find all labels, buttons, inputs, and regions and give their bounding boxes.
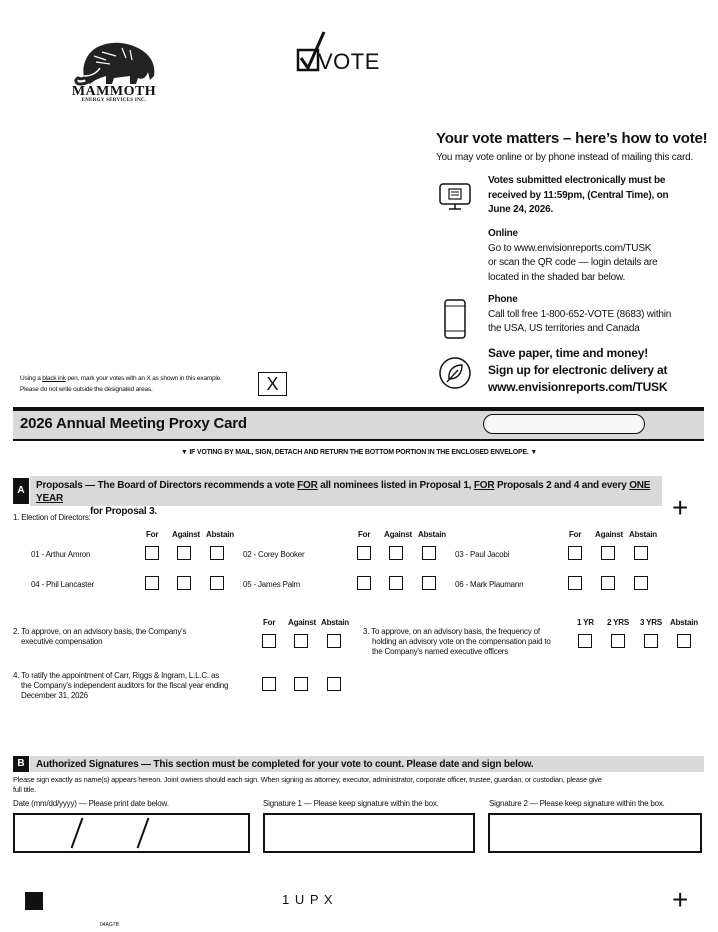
vote-checkbox[interactable] bbox=[210, 576, 224, 590]
section-a-letter: A bbox=[13, 478, 29, 504]
form-code: 04AG7B bbox=[100, 922, 119, 928]
vote-checkbox[interactable] bbox=[357, 576, 371, 590]
vote-checkbox[interactable] bbox=[327, 677, 341, 691]
proxy-card-title: 2026 Annual Meeting Proxy Card bbox=[20, 415, 247, 432]
col-abstain: Abstain bbox=[321, 618, 349, 627]
section-a-heading: Proposals — The Board of Directors recommends a vote FOR all nominees listed in Proposal 1, FOR Proposals 2 and 4 and every ONE YEAR for Proposal 3. bbox=[36, 480, 651, 517]
vote-checkbox[interactable] bbox=[262, 677, 276, 691]
col-for: For bbox=[263, 618, 276, 627]
section-b-letter: B bbox=[13, 756, 29, 772]
col-against: Against bbox=[172, 530, 200, 539]
vote-checkbox[interactable] bbox=[210, 546, 224, 560]
vote-checkbox[interactable] bbox=[145, 576, 159, 590]
proposal-3-label: 3. To approve, on an advisory basis, the frequency of holding an advisory vote on the compensation paid to the Company's named executive officers bbox=[363, 627, 551, 656]
info-subtitle: You may vote online or by phone instead of mailing this card. bbox=[436, 152, 694, 163]
vote-checkbox[interactable] bbox=[145, 546, 159, 560]
example-x-mark: X bbox=[258, 372, 287, 396]
company-logo-subtitle: ENERGY SERVICES INC. bbox=[81, 98, 147, 103]
nominee-label: 02 - Corey Booker bbox=[243, 550, 305, 559]
vote-checkbox[interactable] bbox=[389, 576, 403, 590]
nominee-label: 01 - Arthur Amron bbox=[31, 550, 91, 559]
vote-checkbox[interactable] bbox=[568, 546, 582, 560]
vote-checkbox[interactable] bbox=[422, 576, 436, 590]
info-title: Your vote matters – here’s how to vote! bbox=[436, 130, 708, 147]
detach-instruction: ▼ IF VOTING BY MAIL, SIGN, DETACH AND RETURN THE BOTTOM PORTION IN THE ENCLOSED ENVELOPE. ▼ bbox=[180, 449, 538, 456]
vote-checkbox[interactable] bbox=[578, 634, 592, 648]
signature-2-label: Signature 2 — Please keep signature within the box. bbox=[489, 799, 665, 808]
col-abstain: Abstain bbox=[418, 530, 446, 539]
vote-checkbox[interactable] bbox=[611, 634, 625, 648]
login-details-field bbox=[483, 414, 645, 434]
col-for: For bbox=[146, 530, 159, 539]
phone-instructions: Phone Call toll free 1-800-652-VOTE (8683) within the USA, US territories and Canada bbox=[488, 294, 672, 335]
phone-icon bbox=[438, 298, 472, 340]
online-instructions: Online Go to www.envisionreports.com/TUSK or scan the QR code — login details are located in the shaded bar below. bbox=[488, 228, 658, 283]
col-abstain: Abstain bbox=[670, 618, 698, 627]
vote-checkbox[interactable] bbox=[177, 546, 191, 560]
vote-checkbox[interactable] bbox=[634, 546, 648, 560]
col-for: For bbox=[569, 530, 582, 539]
electronic-delivery-note: Save paper, time and money! Sign up for electronic delivery at www.envisionreports.com/TUSK bbox=[488, 346, 668, 394]
vote-checkbox[interactable] bbox=[357, 546, 371, 560]
section-b-heading: Authorized Signatures — This section must be completed for your vote to count. Please date and sign below. bbox=[36, 759, 534, 770]
col-2yrs: 2 YRS bbox=[607, 618, 629, 627]
date-field[interactable] bbox=[13, 813, 250, 853]
marking-instructions: Using a black ink pen, mark your votes with an X as shown in this example. Please do not write outside the designated areas. bbox=[20, 375, 222, 393]
plus-registration-mark: + bbox=[672, 492, 689, 523]
vote-checkbox[interactable] bbox=[327, 634, 341, 648]
col-1yr: 1 YR bbox=[577, 618, 594, 627]
col-against: Against bbox=[384, 530, 412, 539]
nominee-label: 05 - James Palm bbox=[243, 580, 301, 589]
nominee-label: 04 - Phil Lancaster bbox=[31, 580, 94, 589]
divider-bottom bbox=[13, 439, 704, 441]
vote-checkbox[interactable] bbox=[294, 634, 308, 648]
col-abstain: Abstain bbox=[629, 530, 657, 539]
vote-logo-text: VOTE bbox=[318, 49, 380, 74]
vote-checkbox[interactable] bbox=[644, 634, 658, 648]
vote-checkbox[interactable] bbox=[262, 634, 276, 648]
col-against: Against bbox=[595, 530, 623, 539]
signature-1-field[interactable] bbox=[263, 813, 475, 853]
vote-checkbox[interactable] bbox=[601, 546, 615, 560]
vote-checkbox[interactable] bbox=[389, 546, 403, 560]
col-3yrs: 3 YRS bbox=[640, 618, 662, 627]
computer-icon bbox=[438, 182, 472, 212]
vote-checkbox[interactable] bbox=[601, 576, 615, 590]
signature-1-label: Signature 1 — Please keep signature within the box. bbox=[263, 799, 439, 808]
nominee-label: 06 - Mark Plaumann bbox=[455, 580, 524, 589]
card-code: 1 U P X bbox=[282, 892, 334, 907]
vote-checkbox[interactable] bbox=[422, 546, 436, 560]
vote-checkbox[interactable] bbox=[177, 576, 191, 590]
deadline-note: Votes submitted electronically must be received by 11:59pm, (Central Time), on June 24, 2026. bbox=[488, 175, 669, 216]
company-logo-name: MAMMOTH bbox=[71, 84, 157, 99]
col-abstain: Abstain bbox=[206, 530, 234, 539]
vote-checkbox[interactable] bbox=[677, 634, 691, 648]
col-for: For bbox=[358, 530, 371, 539]
proposal-2-label: 2. To approve, on an advisory basis, the Company's executive compensation bbox=[13, 627, 187, 646]
vote-checkbox[interactable] bbox=[568, 576, 582, 590]
vote-checkbox[interactable] bbox=[294, 677, 308, 691]
registration-square bbox=[25, 892, 43, 910]
vote-checkbox[interactable] bbox=[634, 576, 648, 590]
col-against: Against bbox=[288, 618, 316, 627]
leaf-icon bbox=[438, 356, 472, 390]
plus-registration-mark: + bbox=[672, 884, 689, 915]
proposal-4-label: 4. To ratify the appointment of Carr, Riggs & Ingram, L.L.C. as the Company's independent auditors for the fiscal year ending December 31, 2026 bbox=[13, 671, 229, 700]
nominee-label: 03 - Paul Jacobi bbox=[455, 550, 510, 559]
signature-instructions: Please sign exactly as name(s) appears hereon. Joint owners should each sign. When signing as attorney, executor, administrator, corporate officer, trustee, guardian, or custodian, please give full title. bbox=[13, 775, 602, 794]
date-label: Date (mm/dd/yyyy) — Please print date below. bbox=[13, 799, 169, 808]
signature-2-field[interactable] bbox=[488, 813, 702, 853]
proposal-1-label: 1. Election of Directors: bbox=[13, 513, 91, 522]
